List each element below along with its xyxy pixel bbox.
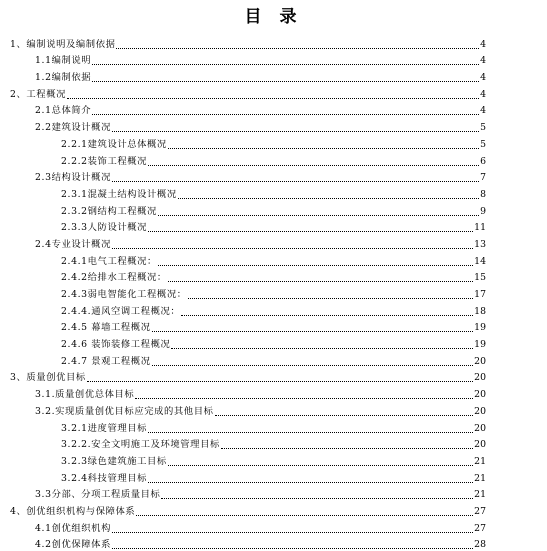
toc-entry[interactable] [0, 518, 547, 535]
toc-dot-leader [112, 548, 473, 549]
toc-entry[interactable] [0, 268, 547, 285]
toc-entry[interactable] [0, 67, 547, 84]
toc-entry-title: 2.4.1电气工程概况： [61, 255, 157, 267]
toc-entry-page-number: 8 [480, 188, 486, 200]
toc-dot-leader [152, 331, 474, 332]
toc-entry[interactable] [0, 485, 547, 502]
toc-dot-leader [112, 181, 479, 182]
toc-entry-title: 2.4.6 装饰装修工程概况 [61, 339, 171, 351]
toc-entry-page-number: 11 [474, 222, 486, 234]
toc-entry[interactable] [0, 218, 547, 235]
toc-entry[interactable] [0, 301, 547, 318]
toc-entry-page-number: 18 [474, 305, 486, 317]
toc-entry[interactable] [0, 284, 547, 301]
toc-entry-title: 2.4.3弱电智能化工程概况： [61, 289, 187, 300]
toc-entry-title: 3.2.4科技管理目标 [61, 472, 148, 484]
toc-entry-page-number: 5 [480, 138, 486, 150]
toc-entry[interactable] [0, 401, 547, 418]
toc-dot-leader [168, 281, 473, 282]
toc-entry-page-number: 20 [474, 372, 486, 384]
toc-entry-page-number: 20 [474, 355, 486, 367]
toc-entry[interactable] [0, 151, 547, 168]
toc-entry[interactable] [0, 368, 547, 385]
toc-entry[interactable] [0, 535, 547, 551]
toc-entry[interactable] [0, 168, 547, 185]
toc-entry[interactable] [0, 501, 547, 518]
toc-entry[interactable] [0, 51, 547, 68]
toc-entry-title: 2.1总体简介 [35, 105, 92, 117]
toc-title: 目 录 [244, 7, 303, 27]
toc-dot-leader [171, 348, 473, 349]
toc-entry-title: 2.2.2装饰工程概况 [61, 155, 148, 167]
toc-dot-leader [221, 448, 473, 449]
toc-entry[interactable] [0, 468, 547, 485]
toc-entry[interactable] [0, 34, 547, 51]
toc-dot-leader [215, 415, 474, 416]
toc-entry-page-number: 17 [474, 289, 486, 300]
toc-entry-page-number: 20 [474, 389, 486, 401]
toc-entry-page-number: 5 [480, 122, 486, 134]
toc-dot-leader [148, 482, 473, 483]
toc-entry-page-number: 20 [474, 422, 486, 434]
toc-entry-page-number: 19 [474, 322, 486, 334]
toc-entry-title: 4.2创优保障体系 [35, 539, 111, 551]
toc-dot-leader [116, 48, 479, 49]
toc-entry[interactable] [0, 451, 547, 468]
toc-entry-page-number: 7 [480, 172, 486, 184]
toc-entry[interactable] [0, 84, 547, 101]
toc-entry-title: 2.4.7 景观工程概况 [61, 355, 151, 367]
toc-entry-title: 3.2.1进度管理目标 [61, 422, 148, 434]
toc-entry-page-number: 9 [480, 205, 486, 217]
toc-entry-title: 2.4.4.通风空调工程概况： [61, 305, 181, 317]
toc-entry-title: 3.3分部、分项工程质量目标 [35, 489, 161, 501]
toc-entry-title: 2.3.2钢结构工程概况 [61, 205, 157, 217]
toc-entry-page-number: 6 [480, 155, 486, 167]
toc-dot-leader [178, 198, 479, 199]
toc-dot-leader [181, 315, 473, 316]
toc-entry-page-number: 15 [474, 272, 486, 284]
toc-dot-leader [152, 365, 474, 366]
toc-entry-page-number: 21 [474, 472, 486, 484]
toc-entry-title: 2.2建筑设计概况 [35, 122, 111, 134]
toc-dot-leader [92, 64, 479, 65]
toc-entry-page-number: 4 [480, 72, 486, 84]
toc-entry[interactable] [0, 351, 547, 368]
toc-entry[interactable] [0, 201, 547, 218]
toc-dot-leader [67, 98, 479, 99]
toc-dot-leader [112, 248, 473, 249]
toc-entry[interactable] [0, 435, 547, 452]
toc-entry-title: 3.1.质量创优总体目标 [35, 389, 135, 401]
toc-dot-leader [92, 81, 479, 82]
toc-entry-title: 4.1创优组织机构 [35, 522, 111, 534]
toc-dot-leader [112, 532, 473, 533]
toc-entry-page-number: 27 [474, 505, 486, 517]
toc-dot-leader [87, 381, 473, 382]
toc-entry-page-number: 20 [474, 405, 486, 417]
toc-entry[interactable] [0, 234, 547, 251]
toc-entry-page-number: 21 [474, 455, 486, 467]
toc-entry-title: 2.4专业设计概况 [35, 238, 111, 250]
toc-entry-title: 4、创优组织机构与保障体系 [10, 505, 136, 517]
toc-entry-page-number: 20 [474, 439, 486, 451]
toc-list [0, 34, 547, 551]
toc-dot-leader [161, 498, 473, 499]
toc-dot-leader [168, 148, 479, 149]
toc-entry-title: 3.2.实现质量创优目标应完成的其他目标 [35, 405, 214, 417]
toc-entry-page-number: 4 [480, 88, 486, 100]
toc-dot-leader [168, 465, 473, 466]
toc-dot-leader [148, 432, 473, 433]
toc-entry-page-number: 13 [474, 238, 486, 250]
toc-entry[interactable] [0, 134, 547, 151]
toc-entry-page-number: 19 [474, 339, 486, 351]
toc-entry-page-number: 28 [474, 539, 486, 551]
toc-entry-page-number: 14 [474, 255, 486, 267]
toc-entry-title: 1.1编制说明 [35, 55, 92, 67]
toc-entry-title: 2、工程概况 [10, 88, 66, 100]
toc-entry-page-number: 4 [480, 38, 486, 50]
toc-entry[interactable] [0, 318, 547, 335]
toc-dot-leader [158, 265, 473, 266]
toc-dot-leader [135, 398, 473, 399]
toc-entry-title: 3、质量创优目标 [10, 372, 86, 384]
toc-entry[interactable] [0, 117, 547, 134]
toc-entry-title: 2.4.5 幕墙工程概况 [61, 322, 151, 334]
toc-entry-title: 1、编制说明及编制依据 [10, 38, 116, 50]
toc-entry-title: 2.3.1混凝土结构设计概况 [61, 188, 177, 200]
toc-entry[interactable] [0, 101, 547, 118]
toc-entry-page-number: 4 [480, 105, 486, 117]
toc-entry[interactable] [0, 184, 547, 201]
toc-dot-leader [92, 114, 479, 115]
toc-entry[interactable] [0, 334, 547, 351]
toc-entry[interactable] [0, 418, 547, 435]
toc-entry[interactable] [0, 384, 547, 401]
toc-entry-title: 3.2.3绿色建筑施工目标 [61, 455, 167, 467]
toc-entry-page-number: 4 [480, 55, 486, 67]
toc-dot-leader [148, 165, 479, 166]
toc-dot-leader [148, 231, 473, 232]
toc-entry-title: 2.2.1建筑设计总体概况 [61, 138, 167, 150]
toc-dot-leader [188, 298, 474, 299]
toc-dot-leader [136, 515, 473, 516]
toc-entry-title: 3.2.2.安全文明施工及环境管理目标 [61, 439, 220, 451]
toc-dot-leader [112, 131, 479, 132]
toc-entry[interactable] [0, 251, 547, 268]
toc-entry-title: 2.3结构设计概况 [35, 172, 111, 184]
toc-entry-title: 2.4.2给排水工程概况： [61, 272, 167, 284]
toc-entry-title: 2.3.3人防设计概况 [61, 222, 148, 234]
toc-entry-page-number: 21 [474, 489, 486, 501]
toc-entry-title: 1.2编制依据 [35, 72, 92, 84]
toc-dot-leader [158, 215, 479, 216]
toc-entry-page-number: 27 [474, 522, 486, 534]
